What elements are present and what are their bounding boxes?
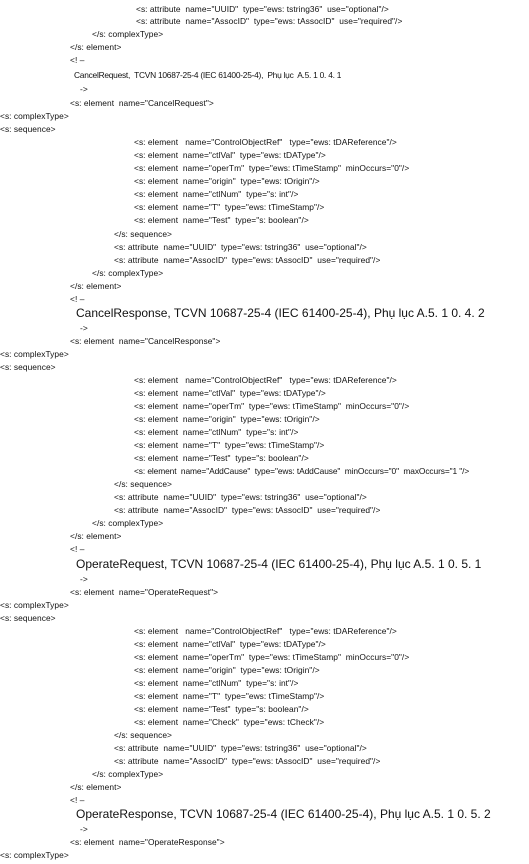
code-line: <s: element name="ControlObjectRef" type="ews: tDAReference"/>	[134, 375, 397, 385]
code-line: </s: sequence>	[114, 479, 172, 489]
code-line: <! –	[70, 795, 85, 805]
code-line: <s: element name="Test" type="s: boolean"/>	[134, 215, 309, 225]
code-line: <s: element name="operTm" type="ews: tTimeStamp" minOccurs="0"/>	[134, 652, 410, 662]
code-line: <s: complexType>	[0, 600, 69, 610]
code-line: <s: sequence>	[0, 613, 56, 623]
code-line: </s: element>	[70, 281, 122, 291]
code-line: </s: element>	[70, 42, 122, 52]
code-line: <s: element name="T" type="ews: tTimeStamp"/>	[134, 202, 325, 212]
code-line: <s: element name="operTm" type="ews: tTimeStamp" minOccurs="0"/>	[134, 163, 410, 173]
code-line: <s: attribute name="UUID" type="ews: tstring36" use="optional"/>	[114, 743, 367, 753]
code-line: <s: element name="ControlObjectRef" type="ews: tDAReference"/>	[134, 626, 397, 636]
code-line: </s: complexType>	[92, 29, 164, 39]
code-line: <! –	[70, 544, 85, 554]
code-line: <! –	[70, 294, 85, 304]
code-line: <s: element name="Test" type="s: boolean"/>	[134, 704, 309, 714]
section-heading: OperateRequest, TCVN 10687-25-4 (IEC 61400-25-4), Phụ lục A.5. 1 0. 5. 1	[76, 557, 482, 571]
code-line: <s: element name="ctlVal" type="ews: tDAType"/>	[134, 639, 326, 649]
code-line: </s: element>	[70, 531, 122, 541]
code-line: <s: element name="ctlNum" type="s: int"/>	[134, 427, 299, 437]
code-line: <s: element name="Test" type="s: boolean"/>	[134, 453, 309, 463]
code-line: <s: attribute name="AssocID" type="ews: tAssocID" use="required"/>	[114, 255, 381, 265]
code-line: <s: element name="OperateRequest">	[70, 587, 219, 597]
code-line: </s: element>	[70, 782, 122, 792]
section-heading: CancelResponse, TCVN 10687-25-4 (IEC 61400-25-4), Phụ lục A.5. 1 0. 4. 2	[76, 306, 485, 320]
code-line: ->	[80, 323, 88, 333]
code-line: </s: sequence>	[114, 229, 172, 239]
code-line: <s: element name="operTm" type="ews: tTimeStamp" minOccurs="0"/>	[134, 401, 410, 411]
code-line: </s: complexType>	[92, 769, 164, 779]
code-line: <s: attribute name="UUID" type="ews: tstring36" use="optional"/>	[114, 242, 367, 252]
code-line: <s: attribute name="AssocID" type="ews: tAssocID" use="required"/>	[114, 505, 381, 515]
code-line: <s: complexType>	[0, 349, 69, 359]
code-line: </s: complexType>	[92, 518, 164, 528]
code-line: <s: element name="CancelResponse">	[70, 336, 221, 346]
code-line: <s: element name="T" type="ews: tTimeStamp"/>	[134, 440, 325, 450]
code-line: <s: complexType>	[0, 111, 69, 121]
code-line: <s: sequence>	[0, 362, 56, 372]
code-line: <s: element name="ctlVal" type="ews: tDAType"/>	[134, 150, 326, 160]
code-line: <! –	[70, 55, 85, 65]
code-line: <s: element name="origin" type="ews: tOrigin"/>	[134, 665, 320, 675]
code-line: <s: element name="ctlVal" type="ews: tDAType"/>	[134, 388, 326, 398]
section-heading: OperateResponse, TCVN 10687-25-4 (IEC 61400-25-4), Phụ lục A.5. 1 0. 5. 2	[76, 807, 491, 821]
code-line: <s: element name="origin" type="ews: tOrigin"/>	[134, 414, 320, 424]
code-line: ->	[80, 84, 88, 94]
code-line: <s: sequence>	[0, 124, 56, 134]
code-line: <s: element name="ControlObjectRef" type="ews: tDAReference"/>	[134, 137, 397, 147]
code-line: <s: element name="AddCause" type="ews: tAddCause" minOccurs="0" maxOccurs="1 "/>	[134, 466, 470, 476]
section-heading: CancelRequest, TCVN 10687-25-4 (IEC 61400-25-4), Phụ lục A.5. 1 0. 4. 1	[74, 70, 342, 80]
code-line: <s: attribute name="AssocID" type="ews: tAssocID" use="required"/>	[136, 16, 403, 26]
code-line: <s: complexType>	[0, 850, 69, 860]
code-line: <s: element name="T" type="ews: tTimeStamp"/>	[134, 691, 325, 701]
code-line: <s: element name="CancelRequest">	[70, 98, 214, 108]
code-line: </s: complexType>	[92, 268, 164, 278]
code-line: <s: element name="origin" type="ews: tOrigin"/>	[134, 176, 320, 186]
code-line: <s: element name="ctlNum" type="s: int"/>	[134, 678, 299, 688]
code-line: <s: attribute name="UUID" type="ews: tstring36" use="optional"/>	[136, 4, 389, 14]
code-line: <s: element name="Check" type="ews: tCheck"/>	[134, 717, 325, 727]
code-line: <s: attribute name="UUID" type="ews: tstring36" use="optional"/>	[114, 492, 367, 502]
code-line: ->	[80, 824, 88, 834]
code-line: </s: sequence>	[114, 730, 172, 740]
code-line: <s: attribute name="AssocID" type="ews: tAssocID" use="required"/>	[114, 756, 381, 766]
code-line: <s: element name="OperateResponse">	[70, 837, 225, 847]
code-line: <s: element name="ctlNum" type="s: int"/>	[134, 189, 299, 199]
code-line: ->	[80, 574, 88, 584]
